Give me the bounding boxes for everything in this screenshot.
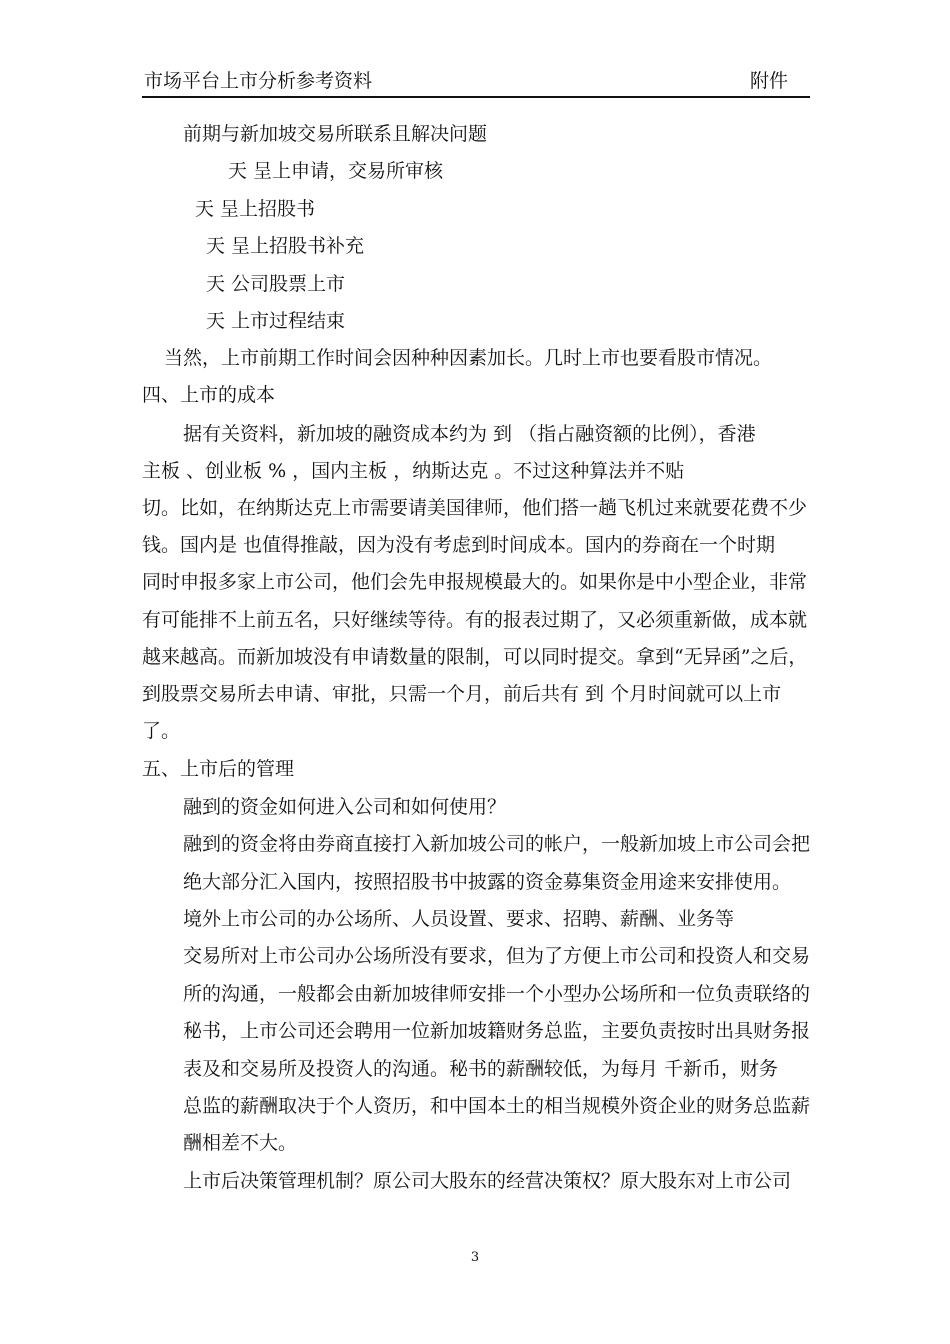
question-line: 境外上市公司的办公场所、人员设置、要求、招聘、薪酬、业务等 <box>183 908 735 930</box>
page-number: 3 <box>470 1250 480 1265</box>
page-header <box>142 66 810 98</box>
section-heading: 五、上市后的管理 <box>142 758 295 780</box>
text-line: 到股票交易所去申请、审批，只需一个月，前后共有 到 个月时间就可以上市 <box>142 683 782 705</box>
text-line: 有可能排不上前五名，只好继续等待。有的报表过期了，又必须重新做，成本就 <box>142 609 808 631</box>
text-line: 绝大部分汇入国内，按照招股书中披露的资金募集资金用途来安排使用。 <box>183 871 792 893</box>
text-line: 了。 <box>142 720 181 742</box>
text-line: 酬相差不大。 <box>183 1132 298 1154</box>
text-line: 天 上市过程结束 <box>206 310 346 332</box>
text-line: 越来越高。而新加坡没有申请数量的限制，可以同时提交。拿到“无异函”之后， <box>142 646 808 668</box>
text-line: 据有关资料，新加坡的融资成本约为 到 （指占融资额的比例），香港 <box>183 423 756 445</box>
text-line: 总监的薪酬取决于个人资历，和中国本土的相当规模外资企业的财务总监薪 <box>183 1095 811 1117</box>
text-line: 秘书，上市公司还会聘用一位新加坡籍财务总监，主要负责按时出具财务报 <box>183 1020 811 1042</box>
question-line: 上市后决策管理机制？原公司大股东的经营决策权？原大股东对上市公司 <box>183 1170 792 1192</box>
text-line: 天 呈上申请，交易所审核 <box>228 160 444 182</box>
header-title: 市场平台上市分析参考资料 <box>144 70 373 92</box>
text-line: 天 公司股票上市 <box>206 273 346 295</box>
text-line: 同时申报多家上市公司，他们会先申报规模最大的。如果你是中小型企业，非常 <box>142 571 808 593</box>
text-line: 切。比如，在纳斯达克上市需要请美国律师，他们搭一趟飞机过来就要花费不少 <box>142 497 808 519</box>
header-attachment-label: 附件 <box>749 70 788 92</box>
question-line: 融到的资金如何进入公司和如何使用？ <box>183 796 507 818</box>
text-line: 当然，上市前期工作时间会因种种因素加长。几时上市也要看股市情况。 <box>164 347 773 369</box>
section-heading: 四、上市的成本 <box>142 384 276 406</box>
text-line: 前期与新加坡交易所联系且解决问题 <box>183 123 488 145</box>
text-line: 表及和交易所及投资人的沟通。秘书的薪酬较低，为每月 千新币，财务 <box>183 1058 779 1080</box>
text-line: 天 呈上招股书补充 <box>206 235 365 257</box>
text-line: 所的沟通，一般都会由新加坡律师安排一个小型办公场所和一位负责联络的 <box>183 983 811 1005</box>
text-line: 交易所对上市公司办公场所没有要求，但为了方便上市公司和投资人和交易 <box>183 945 811 967</box>
text-line: 天 呈上招股书 <box>195 198 316 220</box>
text-line: 钱。国内是 也值得推敲，因为没有考虑到时间成本。国内的券商在一个时期 <box>142 534 776 556</box>
text-line: 融到的资金将由券商直接打入新加坡公司的帐户，一般新加坡上市公司会把 <box>183 833 811 855</box>
text-line: 主板 、创业板 % ，国内主板 ，纳斯达克 。不过这种算法并不贴 <box>142 460 685 482</box>
